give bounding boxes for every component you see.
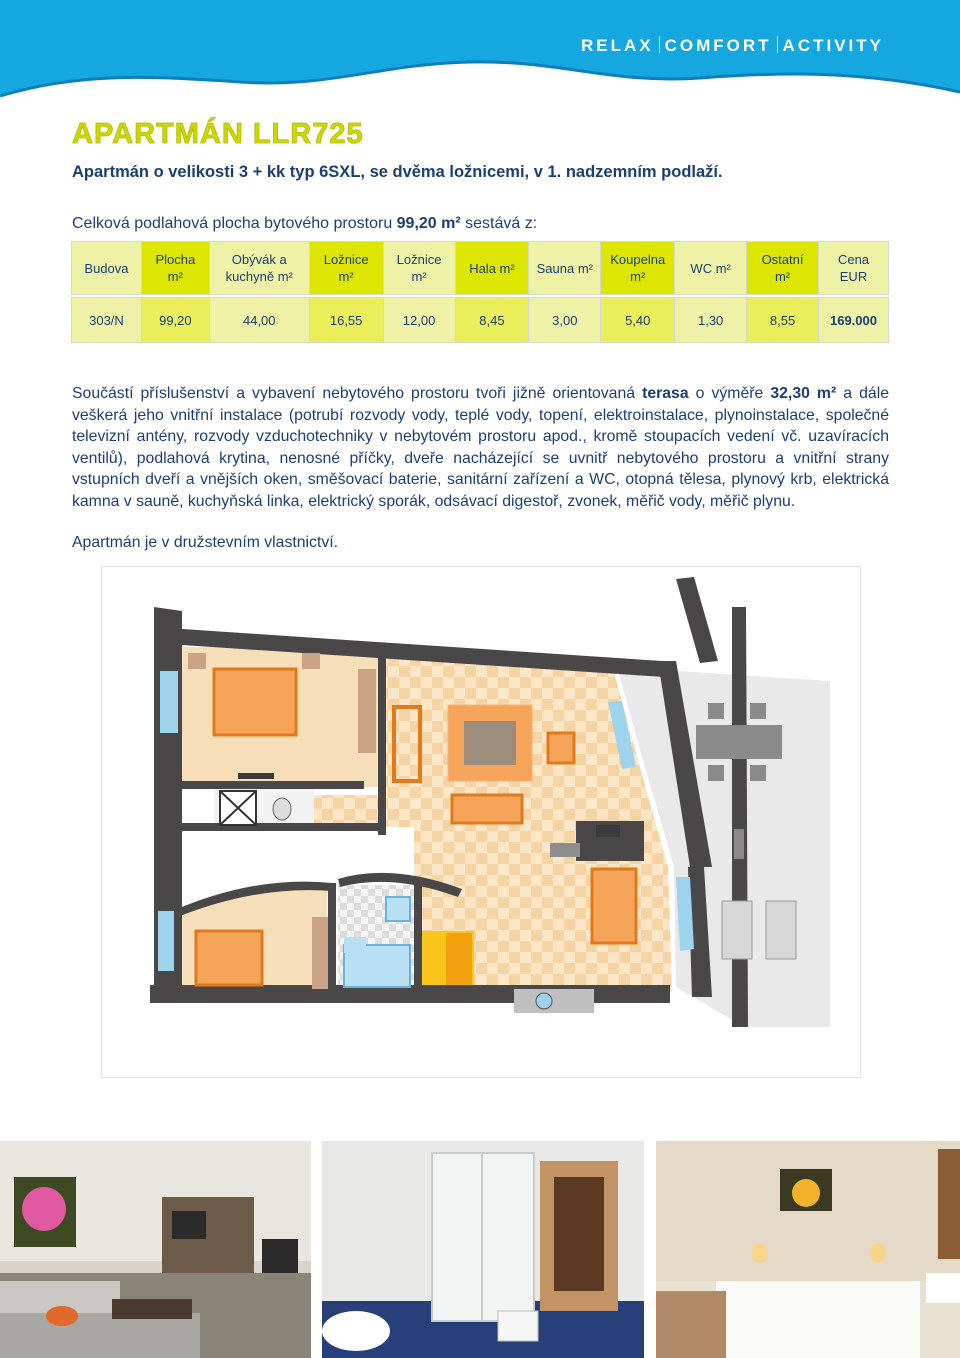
photo-living-room: [0, 1141, 311, 1358]
page-title: APARTMÁN LLR725: [72, 118, 364, 150]
floor-plan-drawing: [102, 567, 860, 1077]
photo-bedroom: [656, 1141, 960, 1358]
table-row: [72, 298, 889, 343]
description: Součástí příslušenství a vybavení nebytového prostoru tvoři jižně orientovaná terasa o výměře 32,30 m² a dále veškerá jeho vnitřní instalace (potrubí rozvody vody, teplé vody, topení, elektroinstalace, plynoinstalace, společné televizní antény, rozvody vzduchotechniky v nebytovém prostoru apod., kromě stoupacích vedení vč. uzavíracích ventilů), podlahová krytina, nenosné příčky, dveře nacházející se uvnitř nebytového prostoru a vnitřní strany vstupních dveří a vnějších oken, směšovací baterie, sanitární zařízení a WC, otopná tělesa, plynový krb, elektrická kamna v sauně, kuchyňská linka, elektrický sporák, odsávací digestoř, zvonek, měřič vody, měřič plynu.: [72, 385, 889, 510]
photo-bathroom: [322, 1141, 644, 1358]
table-header-row: [72, 242, 889, 295]
page-subtitle: Apartmán o velikosti 3 + kk typ 6SXL, se dvěma ložnicemi, v 1. nadzemním podlaží.: [72, 163, 723, 181]
area-intro-value: 99,20 m²: [396, 215, 461, 232]
bed-2: [196, 931, 262, 985]
price-cell: 169.000: [818, 298, 888, 343]
table-cell: 1,30: [675, 298, 747, 343]
table-header-cell: Budova: [72, 242, 142, 295]
table-cell: 16,55: [309, 298, 383, 343]
table-cell: 8,55: [747, 298, 819, 343]
tagline-comfort: COMFORT: [664, 36, 772, 55]
table-cell: 12,00: [383, 298, 455, 343]
table-header-cell: Ložnice m²: [309, 242, 383, 295]
area-intro: [72, 215, 537, 233]
area-intro-prefix: Celková podlahová plocha bytového prostoru: [72, 215, 397, 232]
table-cell: 5,40: [601, 298, 675, 343]
area-table: [71, 241, 889, 343]
table-header-cell: Ložnice m²: [383, 242, 455, 295]
table-header-cell: Hala m²: [455, 242, 529, 295]
table-header-cell: Sauna m²: [529, 242, 601, 295]
table-cell: 99,20: [141, 298, 209, 343]
sauna-bench: [446, 933, 472, 991]
bed-1: [214, 669, 296, 735]
ownership-note: Apartmán je v družstevním vlastnictví.: [72, 534, 339, 551]
table-cell: 44,00: [209, 298, 309, 343]
tagline-relax: RELAX: [580, 36, 654, 55]
area-intro-suffix: sestává z:: [460, 215, 538, 232]
table-header-cell: Cena EUR: [818, 242, 888, 295]
table-header-cell: Ostatní m²: [747, 242, 819, 295]
table-header-cell: Plocha m²: [141, 242, 209, 295]
table-header-cell: WC m²: [675, 242, 747, 295]
floor-plan: [101, 566, 861, 1078]
tagline-activity: ACTIVITY: [782, 36, 884, 55]
header-tagline: [581, 36, 884, 56]
table-cell: 303/N: [72, 298, 142, 343]
table-cell: 8,45: [455, 298, 529, 343]
table-header-cell: Obývák a kuchyně m²: [209, 242, 309, 295]
table-header-cell: Koupelna m²: [601, 242, 675, 295]
table-cell: 3,00: [529, 298, 601, 343]
